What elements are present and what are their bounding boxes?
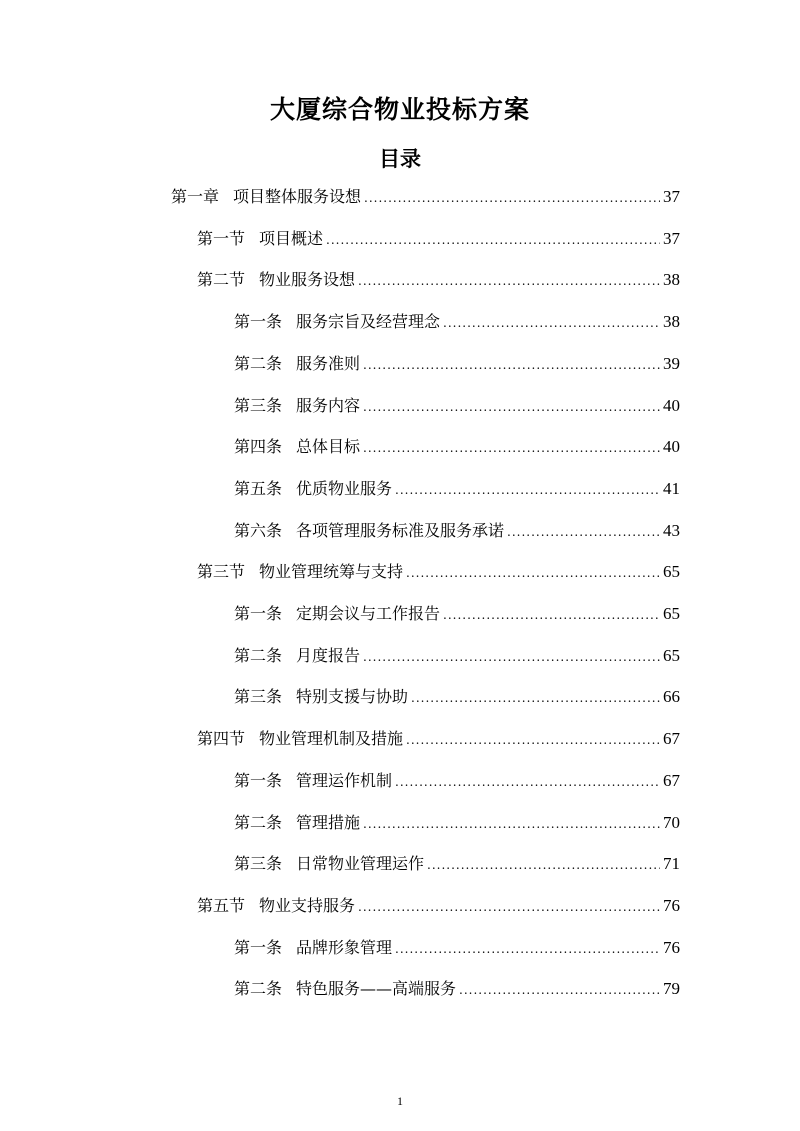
toc-entry-number: 第一条 — [234, 604, 283, 623]
toc-entry-number: 第五条 — [234, 478, 283, 498]
toc-dot-leader — [459, 974, 660, 1006]
toc-entry[interactable] — [234, 765, 680, 797]
toc-entry-title: 管理措施 — [296, 812, 361, 832]
toc-entry[interactable] — [234, 306, 680, 338]
toc-entry-title: 各项管理服务标准及服务承诺 — [296, 520, 505, 540]
toc-entry-title: 月度报告 — [296, 645, 361, 665]
document-title: 大厦综合物业投标方案 — [269, 95, 530, 124]
toc-dot-leader — [326, 224, 660, 256]
toc-entry-number: 第二条 — [234, 979, 283, 999]
toc-entry-page: 37 — [663, 228, 680, 248]
toc-entry-title: 优质物业服务 — [296, 478, 393, 498]
toc-entry[interactable] — [197, 723, 680, 755]
toc-entry-number: 第四条 — [234, 437, 283, 457]
toc-entry[interactable] — [234, 515, 680, 547]
toc-entry-page: 65 — [663, 562, 680, 582]
toc-entry-number: 第二条 — [234, 353, 283, 373]
toc-entry[interactable] — [234, 390, 680, 422]
toc-dot-leader — [395, 933, 660, 965]
toc-entry-title: 物业服务设想 — [259, 270, 356, 290]
toc-entry-page: 40 — [663, 395, 680, 415]
toc-entry-title: 管理运作机制 — [296, 770, 393, 790]
toc-entry[interactable] — [234, 598, 680, 630]
page-number: 1 — [397, 1094, 403, 1108]
toc-dot-leader — [363, 641, 660, 673]
toc-entry-number: 第三条 — [234, 395, 283, 415]
toc-entry-title: 特色服务——高端服务 — [296, 979, 457, 999]
toc-entry[interactable] — [197, 264, 680, 296]
toc-entry[interactable] — [234, 348, 680, 380]
toc-entry-page: 40 — [663, 437, 680, 457]
toc-entry-page: 38 — [663, 312, 680, 332]
toc-dot-leader — [443, 307, 660, 339]
toc-entry[interactable] — [234, 807, 680, 839]
toc-entry-page: 70 — [663, 812, 680, 832]
toc-entry[interactable] — [234, 473, 680, 505]
toc-entry-title: 项目整体服务设想 — [233, 187, 362, 206]
toc-entry-page: 79 — [663, 979, 680, 999]
toc-entry-page: 76 — [663, 937, 680, 957]
toc-entry[interactable] — [234, 681, 680, 713]
toc-entry-number: 第三条 — [234, 854, 283, 874]
toc-entry-number: 第一条 — [234, 937, 283, 957]
toc-entry-number: 第一条 — [234, 312, 283, 332]
toc-entry-page: 41 — [663, 478, 680, 498]
toc-dot-leader — [443, 599, 660, 631]
toc-entry-page: 39 — [663, 353, 680, 373]
toc-entry[interactable] — [234, 848, 680, 880]
toc-entry-title: 服务准则 — [296, 353, 361, 373]
toc-entry-title: 物业管理统筹与支持 — [259, 562, 404, 582]
toc-dot-leader — [507, 516, 660, 548]
toc-dot-leader — [406, 557, 660, 589]
toc-dot-leader — [363, 391, 660, 423]
toc-entry-number: 第六条 — [234, 520, 283, 540]
toc-entry-number: 第二条 — [234, 812, 283, 832]
toc-entry-title: 特别支援与协助 — [296, 687, 409, 707]
toc-entry-page: 65 — [663, 645, 680, 665]
toc-dot-leader — [363, 432, 660, 464]
toc-entry-title: 品牌形象管理 — [296, 937, 393, 957]
toc-dot-leader — [427, 849, 660, 881]
toc-entry-number: 第二节 — [197, 270, 246, 290]
toc-entry[interactable] — [197, 223, 680, 255]
toc-entry-page: 65 — [663, 604, 680, 623]
toc-entry-title: 项目概述 — [259, 228, 324, 248]
toc-dot-leader — [411, 682, 660, 714]
toc-entry-number: 第五节 — [197, 895, 246, 915]
toc-entry-title: 物业管理机制及措施 — [259, 729, 404, 749]
toc-entry-number: 第二条 — [234, 645, 283, 665]
toc-entry[interactable] — [197, 890, 680, 922]
toc-dot-leader — [395, 766, 660, 798]
toc-entry-page: 76 — [663, 895, 680, 915]
toc-heading: 目录 — [379, 147, 421, 171]
toc-entry-page: 67 — [663, 729, 680, 749]
toc-entry-title: 日常物业管理运作 — [296, 854, 425, 874]
toc-entry-number: 第一节 — [197, 228, 246, 248]
toc-entry-title: 服务宗旨及经营理念 — [296, 312, 441, 332]
toc-entry[interactable] — [197, 556, 680, 588]
toc-entry-title: 物业支持服务 — [259, 895, 356, 915]
toc-dot-leader — [358, 265, 660, 297]
toc-entry-page: 71 — [663, 854, 680, 874]
toc-entry-number: 第一章 — [171, 187, 220, 206]
toc-entry-title: 服务内容 — [296, 395, 361, 415]
toc-dot-leader — [363, 808, 660, 840]
toc-entry-number: 第一条 — [234, 770, 283, 790]
toc-entry-number: 第四节 — [197, 729, 246, 749]
toc-entry-page: 38 — [663, 270, 680, 290]
toc-entry[interactable] — [234, 932, 680, 964]
toc-entry-title: 定期会议与工作报告 — [296, 604, 441, 623]
toc-entry[interactable] — [234, 640, 680, 672]
toc-entry[interactable] — [234, 973, 680, 1005]
toc-entry-number: 第三条 — [234, 687, 283, 707]
toc-dot-leader — [395, 474, 660, 506]
toc-entry-title: 总体目标 — [296, 437, 361, 457]
toc-dot-leader — [358, 891, 660, 923]
toc-entry-page: 43 — [663, 520, 680, 540]
toc-entry-page: 67 — [663, 770, 680, 790]
toc-entry[interactable] — [234, 431, 680, 463]
toc-dot-leader — [364, 182, 660, 214]
toc-entry-number: 第三节 — [197, 562, 246, 582]
toc-entry-page: 37 — [663, 187, 680, 206]
toc-dot-leader — [363, 349, 660, 381]
toc-dot-leader — [406, 724, 660, 756]
toc-entry[interactable] — [171, 181, 680, 213]
toc-entry-page: 66 — [663, 687, 680, 707]
